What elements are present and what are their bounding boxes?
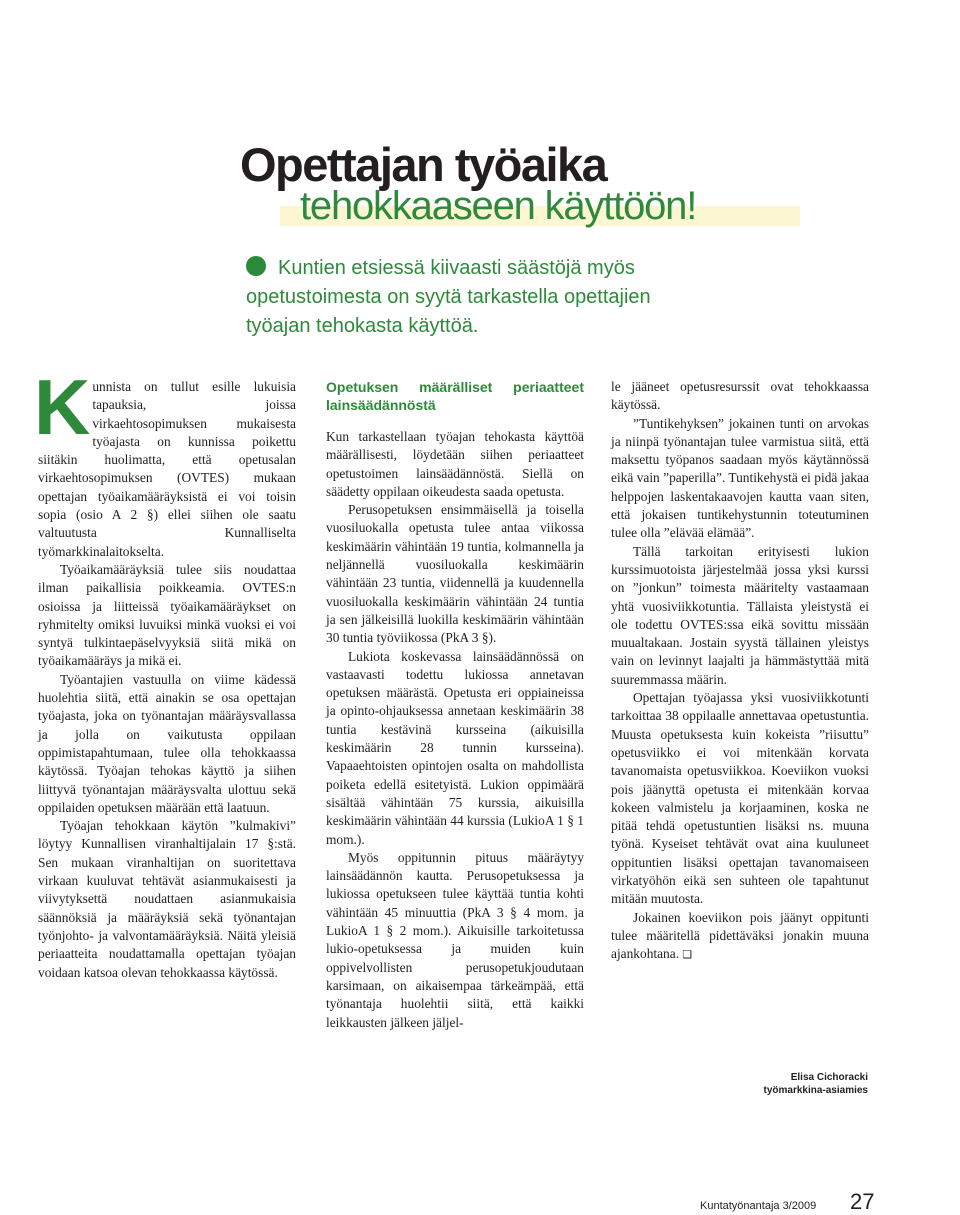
publication-name: Kuntatyönantaja 3/2009 (700, 1200, 817, 1212)
col2-paragraph: Myös oppitunnin pituus määräytyy lainsäädännön kautta. Perusopetuksessa ja lukiossa opetukseen tulee käyttää tuntia kohti vähintään 45 minuuttia (PkA 3 § 4 mom. ja LukioA 1 § 2 mom.). Aikuisille tarkoitetussa lukio-opetuksessa ja muiden kuin oppivelvollisten perusopetukjoudutaan karsimaan, on aikaisempaa tärkeämpää, että työnantaja huolehtii siitä, että kaikki leikkausten jälkeen jäljel- (326, 849, 584, 1030)
section-subheading: Opetuksen määrälliset periaatteet lainsäädännöstä (326, 379, 584, 413)
page-number: 27 (850, 1189, 875, 1214)
col1-paragraph: Työajan tehokkaan käytön ”kulmakivi” löytyy Kunnallisen viranhaltijalain 17 §:stä. Sen mukaan viranhaltijan on suoritettava virkaan kuuluvat tehtävät asianmukaisesti ja viivytyksettä noudattaen asianmukaisia säännöksiä ja määräyksiä sekä työnantajan työnjohto- ja valvontamääräyksiä. Näitä yleisiä periaatteita noudattamalla opettajan työajan voidaan katsoa olevan tehokkaassa käytössä. (38, 818, 296, 980)
col3-paragraph: le jääneet opetusresurssit ovat tehokkaassa käytössä. (611, 379, 869, 413)
title-sub-wrap (300, 184, 780, 228)
lead-paragraph (246, 254, 686, 341)
author-name: Elisa Cichoracki (790, 1072, 868, 1083)
drop-cap: K (34, 363, 91, 451)
col2-paragraph: Lukiota koskevassa lainsäädännössä on vastaavasti todettu lukiossa annetavan opetuksen määrästä. Opetusta eri oppiaineissa ja opinto-ohjauksessa annetaan keskimäärin 38 tuntia kestävinä kursseina (aikuisilla keskimäärin 28 tunnin kursseina). Vapaaehtoisten opintojen osalta on mahdollista poiketa edellä esitetyistä. Lukion oppimäärä sisältää vähintään 75 kurssia, aikuisilla keskimäärin vähintään 44 kurssia (LukioA 1 § 1 mom.). (326, 648, 584, 847)
article-title (240, 140, 780, 228)
column-1 (34, 363, 296, 982)
col1-paragraph: Työaikamääräyksiä tulee siis noudattaa ilman paikallisia poikkeamia. OVTES:n osioissa ja liitteissä työaikamääräykset on ryhmitelty omiksi luvuiksi minkä vuoksi ei voi syntyä tulkintaepäselvyyksiä siitä mikä on työaikamääräys ja mikä ei. (38, 561, 296, 669)
author-role: työmarkkina-asiamies (763, 1085, 868, 1096)
bullet-dot-icon (246, 256, 266, 276)
col3-paragraph (611, 909, 869, 965)
author-signature (700, 1071, 868, 1097)
col3-paragraph-text: Jokainen koeviikon pois jäänyt oppitunti tulee määritellä pidettäväksi jonakin muuna ajankohtana. (611, 909, 869, 962)
col3-paragraph: Tällä tarkoitan erityisesti lukion kurssimuotoista järjestelmää jossa yksi kurssi on ”jonkun” toimesta määritelty vastaamaan yhtä vuosiviikkotuntia. Tällaista yleistystä ei ole todettu OVTES:ssa eikä sovittu missään muualtakaan. Jostain syystä tällainen yleistys vain on levinnyt laajalti ja hämmästyttää mitä suuremmassa määrin. (611, 543, 869, 687)
col2-paragraph: Kun tarkastellaan työajan tehokasta käyttöä määrällisesti, löydetään siihen periaatteet opetustoimen lainsäädännöstä. Siellä on säädetty oppilaan oikeudesta saada opetusta. (326, 429, 584, 499)
end-mark-icon: ❏ (682, 948, 693, 962)
col1-paragraph (34, 363, 296, 561)
col1-paragraph-text: unnista on tullut esille lukuisia tapauksia, joissa virkaehtosopimuksen mukaisesta työajasta on kunnissa poikettu siitäkin huolimatta, että opetusalan virkaehtosopimuksen (OVTES) mukaan opettajan työaikamääräyksistä ei voi toisin sopia (osio A 2 §) ellei siihen ole saatu valtuutusta Kunnalliselta työmarkkinalaitokselta. (38, 379, 296, 559)
title-sub: tehokkaaseen käyttöön! (300, 184, 697, 228)
col3-paragraph: ”Tuntikehyksen” jokainen tunti on arvokas ja niinpä työnantajan tulee varmistua siitä, että maksettu työpanos saadaan myös käytännössä eikä vain ”paperilla”. Tuntikehystä ei pidä jakaa helppojen laskentakaavojen kautta vaan siten, että jokaisen tuntikehystunnin toteutuminen tulee olla ”elävää elämää”. (611, 415, 869, 541)
column-2 (326, 378, 584, 1032)
col1-paragraph: Työantajien vastuulla on viime kädessä huolehtia siitä, että ainakin se osa opettajan työajasta, joka on työnantajan määräysvallassa ja jolla on vaikutusta oppilaan oppimistapahtumaan, tulee olla tehokkaassa käytössä. Työajan tehokas käyttö ja siihen liittyvä työnantajan määräysvalta ulottuu sekä oppilaiden opetuksen määrään että laatuun. (38, 671, 296, 815)
column-3 (611, 378, 869, 965)
col3-paragraph: Opettajan työajassa yksi vuosiviikkotunti tarkoittaa 38 oppilaalle annettavaa opetustuntia. Muusta opetuksesta kuin kokeista ”riisuttu” opetusviikko ei voi mitenkään korvata tavanomaista opetusviikkoa. Koeviikon vuoksi pois jäänyttä opetusta ei mitenkään korvaa kokeen valmistelu ja korjaaminen, koska ne pitää tehdä opetustuntien lisäksi ns. muuna työnä. Kyseiset tehtävät ovat aina kuuluneet oppituntien lisäksi opettajan tavanomaiseen virkatyöhön eikä sen suhteen ole tapahtunut mitään muutosta. (611, 690, 869, 907)
lead-text: Kuntien etsiessä kiivaasti säästöjä myös opetustoimesta on syytä tarkastella opettajien työajan tehokasta käyttöä. (246, 257, 651, 337)
col2-paragraph: Perusopetuksen ensimmäisellä ja toisella vuosiluokalla opetusta tulee antaa viikossa keskimäärin vähintään 19 tuntia, kolmannella ja neljännellä vuosiluokalla keskimäärin vähintään 23 tuntia, viidennellä ja kuudennella vuosiluokalla keskimäärin vähintään 24 tuntia ja sen jälkeisillä luokilla keskimäärin vähintään 30 tuntia työviikossa (PkA 3 §). (326, 502, 584, 646)
title-main: Opettajan työaika (240, 138, 607, 191)
